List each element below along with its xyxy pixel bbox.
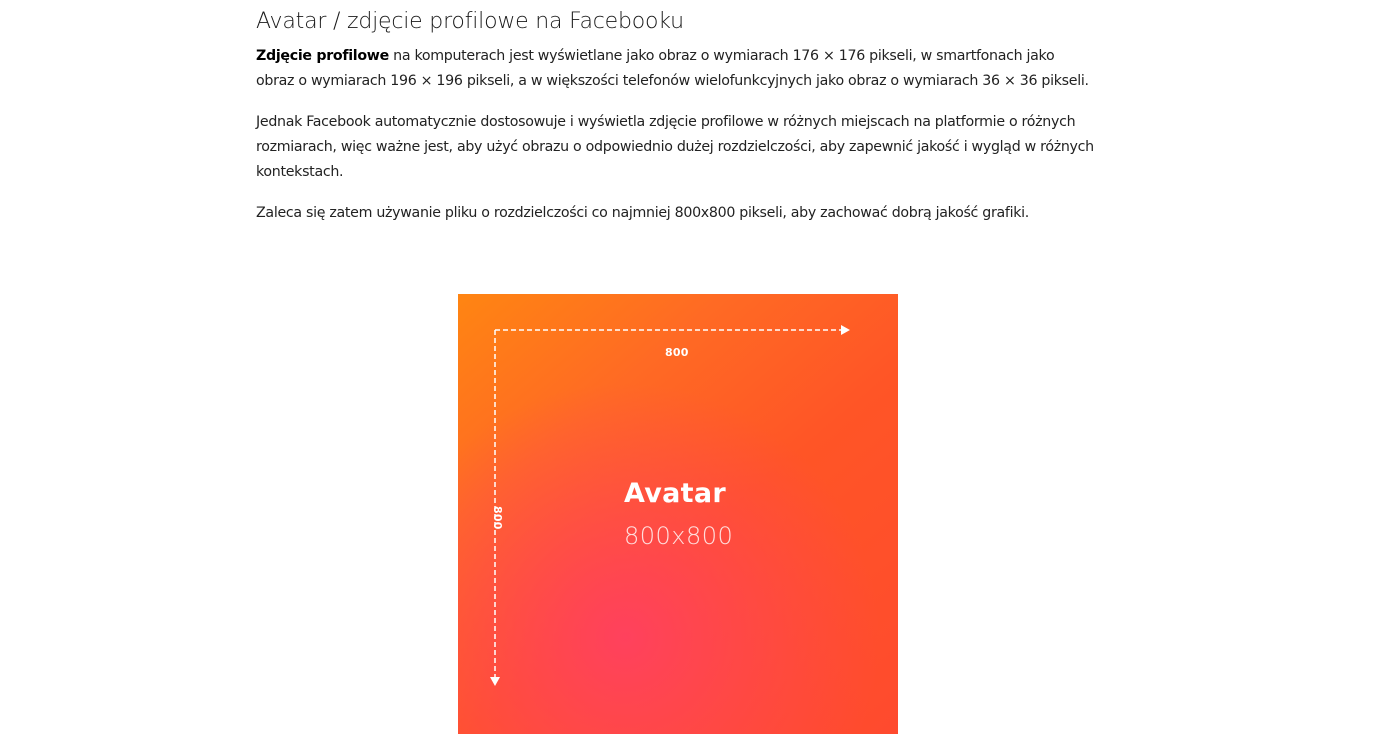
width-arrow-head xyxy=(841,325,850,335)
avatar-title: Avatar xyxy=(624,478,726,509)
paragraph-profile-sizes-text: na komputerach jest wyświetlane jako obraz o wymiarach 176 × 176 pikseli, w smartfonach jako obraz o wymiarach 196 × 196 pikseli, a w większości telefonów wielofunkcyjnych jako obraz o wymiarach 36 × 36 pikseli. xyxy=(256,48,1089,89)
section-heading: Avatar / zdjęcie profilowe na Facebooku xyxy=(256,9,684,34)
dimension-arrows xyxy=(458,294,898,734)
paragraph-profile-sizes xyxy=(256,44,1096,94)
paragraph-recommendation: Zaleca się zatem używanie pliku o rozdzielczości co najmniej 800x800 pikseli, aby zachować dobrą jakość grafiki. xyxy=(256,205,1029,221)
avatar-size: 800x800 xyxy=(624,522,734,550)
profile-photo-term: Zdjęcie profilowe xyxy=(256,48,389,64)
width-label: 800 xyxy=(665,346,689,359)
paragraph-auto-adjust: Jednak Facebook automatycznie dostosowuje i wyświetla zdjęcie profilowe w różnych miejscach na platformie o różnych rozmiarach, więc ważne jest, aby użyć obrazu o odpowiednio dużej rozdzielczości, aby zapewnić jakość i wygląd w różnych kontekstach. xyxy=(256,114,1094,180)
height-label: 800 xyxy=(491,506,504,530)
article xyxy=(256,6,1096,226)
avatar-dimension-graphic xyxy=(458,294,898,734)
height-arrow-head xyxy=(490,677,500,686)
